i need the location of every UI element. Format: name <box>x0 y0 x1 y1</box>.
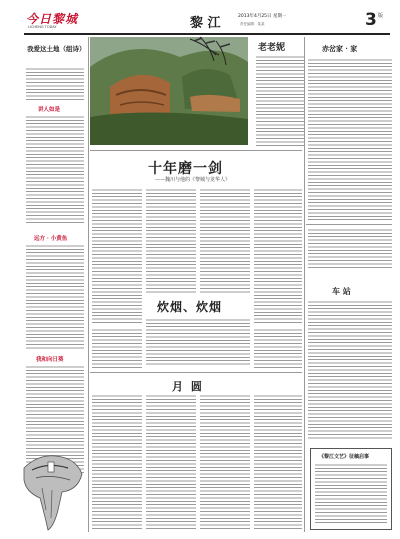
right-top-story-title: 老老妮 <box>258 43 286 53</box>
section-rule <box>306 224 392 225</box>
page-number: 3 <box>365 10 377 30</box>
body-text <box>308 228 392 268</box>
section-rule <box>90 372 302 373</box>
date-line: 2013年4月25日 星期一 <box>238 14 287 19</box>
subhead-2: 远方 · 小黄鱼 <box>34 236 68 242</box>
notice-box-title: 《黎江文艺》征稿启事 <box>319 454 370 460</box>
body-text <box>92 328 142 368</box>
sketch-island-illustration <box>18 440 88 535</box>
body-text <box>254 328 302 368</box>
body-text <box>256 55 304 147</box>
body-text <box>146 318 250 366</box>
section-rule <box>90 150 302 151</box>
body-text <box>315 463 387 523</box>
body-text <box>146 188 196 293</box>
editor-line: 责任编辑：某某 <box>240 22 265 26</box>
logo-subtitle: LICHENG TODAY <box>28 25 57 29</box>
feature-title: 十年磨一剑 <box>148 161 223 177</box>
body-text <box>308 58 392 220</box>
notice-box <box>310 448 392 530</box>
subhead-3: 我和向日葵 <box>36 357 64 363</box>
right-column-title-2: 车 站 <box>332 286 351 296</box>
body-text <box>26 67 84 101</box>
ink-bamboo-drawing <box>186 35 246 71</box>
body-text <box>92 394 142 530</box>
left-column-title: 我爱这土地（组诗） <box>27 45 86 53</box>
column-divider <box>304 37 305 532</box>
masthead <box>0 0 400 36</box>
story-2-title: 炊烟、炊烟 <box>157 300 223 314</box>
body-text <box>254 188 302 323</box>
body-text <box>26 244 84 350</box>
body-text <box>308 300 392 440</box>
feature-subtitle: ——魏川与他的《黎城与龙华人》 <box>155 177 231 183</box>
section-name: 黎 江 <box>190 16 221 31</box>
right-column-title: 赤岔家 · 家 <box>322 44 358 53</box>
body-text <box>200 394 250 530</box>
subhead-1: 讲人如是 <box>38 107 61 113</box>
page-suffix: 版 <box>378 13 384 19</box>
body-text <box>254 394 302 530</box>
body-text <box>92 188 142 323</box>
story-3-title: 月 圆 <box>172 380 204 393</box>
newspaper-logo: 今日黎城 <box>26 12 79 26</box>
body-text <box>26 115 84 225</box>
column-divider <box>88 37 89 532</box>
body-text <box>200 188 250 293</box>
body-text <box>146 394 196 530</box>
